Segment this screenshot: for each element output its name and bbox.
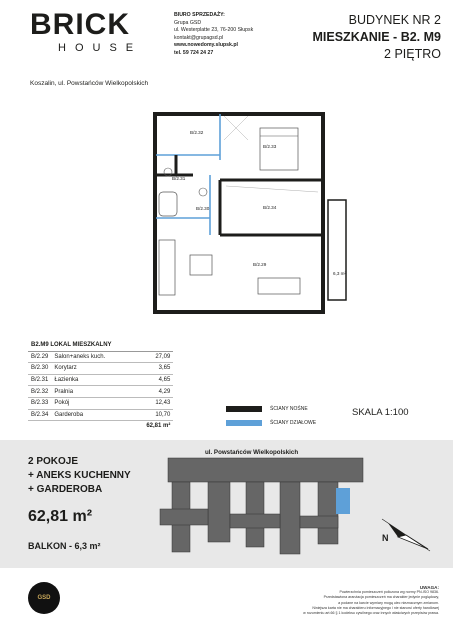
room-schedule-table xyxy=(28,340,173,432)
room-area: 4,65 xyxy=(127,374,173,386)
table-row xyxy=(28,397,173,409)
room-area: 4,29 xyxy=(127,386,173,398)
room-area: 27,09 xyxy=(127,351,173,363)
room-label-b233: B/2.33 xyxy=(263,144,277,149)
room-name: Garderoba xyxy=(51,409,127,421)
table-row xyxy=(28,363,173,375)
room-name: Łazienka xyxy=(51,374,127,386)
brand-subtitle: HOUSE xyxy=(58,42,143,54)
wall-legend xyxy=(226,402,316,430)
room-area: 3,65 xyxy=(127,363,173,375)
sales-phone: tel. 59 724 24 27 xyxy=(174,49,214,56)
disclaimer-title: UWAGA: xyxy=(419,585,439,590)
table-row xyxy=(28,374,173,386)
table-row xyxy=(28,351,173,363)
disclaimer xyxy=(224,585,439,616)
project-address: Koszalin, ul. Powstańców Wielkopolskich xyxy=(30,80,149,87)
disclaimer-line: Powierzchnia pomieszczeń policzona wg normy PN-ISO 9836. xyxy=(339,590,439,595)
sales-title: BIURO SPRZEDAŻY: xyxy=(174,12,225,18)
apartment-location-highlight xyxy=(336,488,350,514)
sales-email[interactable]: kontakt@grupagsd.pl xyxy=(174,34,224,41)
floor-plan xyxy=(148,100,358,320)
room-label-b234: B/2.34 xyxy=(263,205,277,210)
room-code: B/2.33 xyxy=(28,397,51,409)
street-name: ul. Powstańców Wielkopolskich xyxy=(205,449,299,456)
room-code: B/2.31 xyxy=(28,374,51,386)
room-name: Korytarz xyxy=(51,363,127,375)
room-code: B/2.29 xyxy=(28,351,51,363)
room-code: B/2.32 xyxy=(28,386,51,398)
room-area: 12,43 xyxy=(127,397,173,409)
room-label-b231: B/2.31 xyxy=(172,176,186,181)
room-area: 10,70 xyxy=(127,409,173,421)
feature-wardrobe: + GARDEROBA xyxy=(28,484,103,495)
apartment-features xyxy=(28,455,131,497)
site-plan xyxy=(150,454,365,559)
disclaimer-line: Przedstawiona aranżacja pomieszczeń ma charakter jedynie poglądowy, xyxy=(323,595,439,600)
disclaimer-line: w rozumieniu art.66 § 1 kodeksu cywilnego oraz innych właściwych przepisów prawa. xyxy=(303,611,439,616)
floor-number: 2 PIĘTRO xyxy=(384,47,441,61)
room-label-b230: B/2.30 xyxy=(196,206,210,211)
balcony-area-label: 6,3 m² xyxy=(333,271,347,276)
room-name: Salon+aneks kuch. xyxy=(51,351,127,363)
table-total-row xyxy=(28,421,173,432)
room-name: Pokój xyxy=(51,397,127,409)
room-label-b232: B/2.32 xyxy=(190,130,204,135)
feature-rooms: 2 POKOJE xyxy=(28,456,79,467)
partition-wall-swatch xyxy=(226,420,262,426)
room-code: B/2.30 xyxy=(28,363,51,375)
sales-line: Grupa GSD xyxy=(174,19,202,26)
sales-website[interactable]: www.nowedomy.slupsk.pl xyxy=(174,42,238,49)
apartment-number: MIESZKANIE - B2. M9 xyxy=(312,30,441,44)
room-name: Pralnia xyxy=(51,386,127,398)
room-label-b229: B/2.29 xyxy=(253,262,267,267)
scale-label: SKALA 1:100 xyxy=(352,407,409,418)
sales-office xyxy=(174,12,253,58)
sales-line: ul. Westerplatte 23, 76-200 Słupsk xyxy=(174,27,254,34)
load-wall-label: ŚCIANY NOŚNE xyxy=(270,406,308,412)
load-wall-swatch xyxy=(226,406,262,412)
brand-logo: BRICK xyxy=(30,8,130,41)
total-area: 62,81 m² xyxy=(146,423,171,430)
table-row xyxy=(28,409,173,421)
gsd-logo: GSD xyxy=(28,582,60,614)
room-schedule-title: B2.M9 LOKAL MIESZKALNY xyxy=(28,340,173,351)
disclaimer-line: a podane na karcie wymiary mogą ulec nieznacznym zmianom. xyxy=(338,600,439,605)
disclaimer-line: Niniejsza karta nie ma charakteru informacyjnego i nie stanowi oferty handlowej xyxy=(312,605,439,610)
room-code: B/2.34 xyxy=(28,409,51,421)
apartment-total-area: 62,81 m² xyxy=(28,508,93,525)
north-label: N xyxy=(382,533,389,543)
apartment-heading xyxy=(313,12,442,63)
partition-wall-label: ŚCIANY DZIAŁOWE xyxy=(270,420,317,426)
building-number: BUDYNEK NR 2 xyxy=(348,13,441,27)
balcony-area: BALKON - 6,3 m² xyxy=(28,541,101,551)
table-row xyxy=(28,386,173,398)
feature-kitchen: + ANEKS KUCHENNY xyxy=(28,470,131,481)
